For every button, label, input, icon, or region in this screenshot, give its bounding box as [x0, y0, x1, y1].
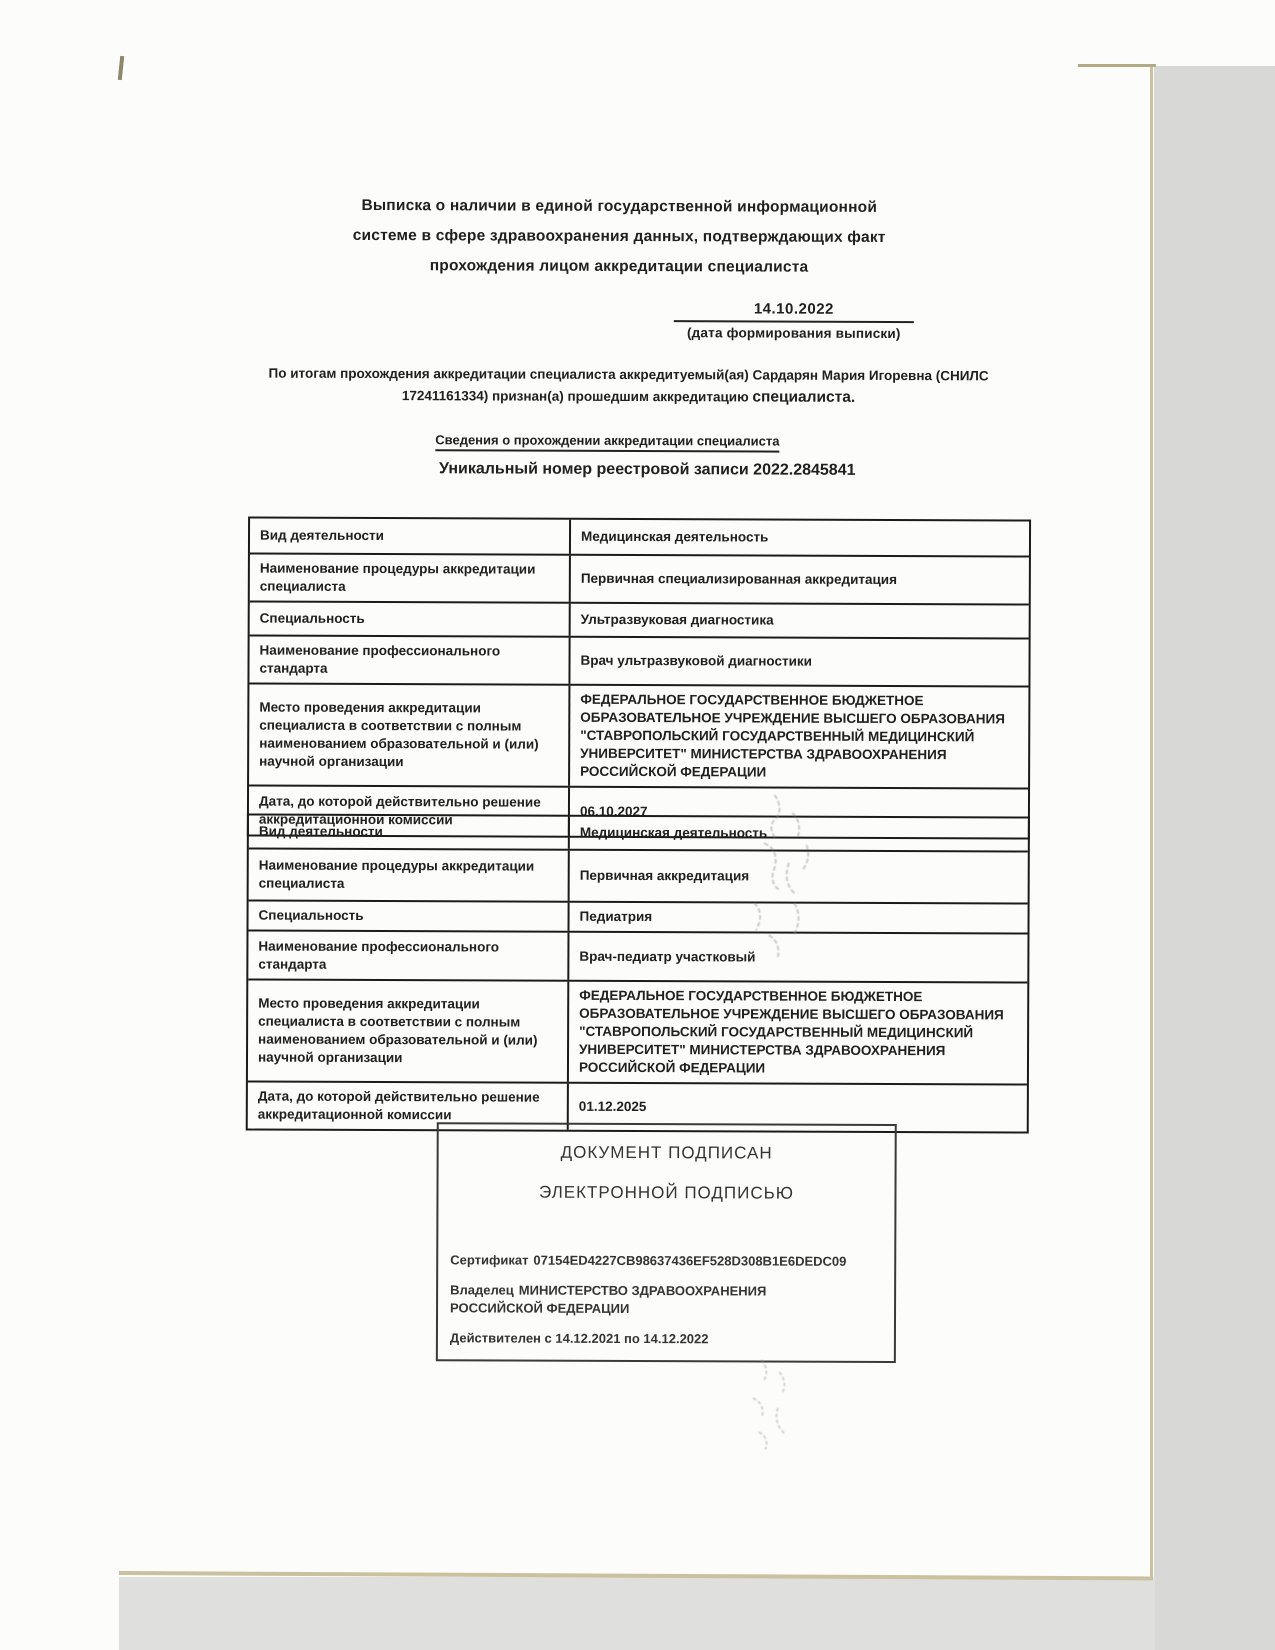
registry-number: Уникальный номер реестровой записи 2022.2845841 — [438, 460, 856, 479]
row-label: Вид деятельности — [250, 519, 571, 554]
stamp-bleed-artifact — [709, 1352, 829, 1452]
table-row — [250, 601, 1029, 638]
row-label: Место проведения аккредитации специалиста в соответствии с полным наименованием образовательной и (или) научной организации — [248, 981, 569, 1082]
row-value: Врач ультразвуковой диагностики — [580, 652, 813, 669]
intro-line1: По итогам прохождения аккредитации специалиста аккредитуемый(ая) Сардарян Мария Игоревна (СНИЛС — [268, 365, 989, 384]
intro-line2-text: 17241161334) признан(а) прошедшим аккредитацию — [401, 388, 749, 405]
certificate-label: Сертификат — [450, 1252, 529, 1268]
row-label: Наименование профессионального стандарта — [249, 637, 570, 684]
row-value: Педиатрия — [579, 908, 653, 925]
table-row — [248, 979, 1027, 1084]
row-value: ФЕДЕРАЛЬНОЕ ГОСУДАРСТВЕННОЕ БЮДЖЕТНОЕ ОБРАЗОВАТЕЛЬНОЕ УЧРЕЖДЕНИЕ ВЫСШЕГО ОБРАЗОВАНИЯ "СТАВРОПОЛЬСКИЙ ГОСУДАРСТВЕННЫЙ МЕДИЦИНСКИЙ УНИВЕРСИТЕТ" МИНИСТЕРСТВА ЗДРАВООХРАНЕНИЯ РОССИЙСКОЙ ФЕДЕРАЦИИ — [580, 691, 1005, 780]
intro-paragraph — [129, 362, 1129, 410]
row-value: 06.10.2027 — [579, 803, 648, 820]
extract-date: 14.10.2022 — [674, 300, 914, 323]
document-title — [119, 190, 1119, 284]
row-value: ФЕДЕРАЛЬНОЕ ГОСУДАРСТВЕННОЕ БЮДЖЕТНОЕ ОБРАЗОВАТЕЛЬНОЕ УЧРЕЖДЕНИЕ ВЫСШЕГО ОБРАЗОВАНИЯ "СТАВРОПОЛЬСКИЙ ГОСУДАРСТВЕННЫЙ МЕДИЦИНСКИЙ УНИВЕРСИТЕТ" МИНИСТЕРСТВА ЗДРАВООХРАНЕНИЯ РОССИЙСКОЙ ФЕДЕРАЦИИ — [578, 987, 1004, 1076]
row-value: Первичная аккредитация — [579, 867, 750, 884]
table-row — [250, 553, 1029, 604]
row-label: Наименование процедуры аккредитации специалиста — [250, 555, 571, 602]
intro-line2-emphasis: специалиста. — [752, 388, 856, 406]
signature-headline-2: ЭЛЕКТРОННОЙ ПОДПИСЬЮ — [538, 1182, 795, 1203]
table-row — [248, 900, 1027, 933]
signature-headline-1: ДОКУМЕНТ ПОДПИСАН — [560, 1142, 773, 1163]
row-label: Специальность — [250, 603, 571, 636]
document-title-line1: Выписка о наличии в единой государственной информационной — [361, 196, 878, 216]
signature-certificate — [450, 1252, 882, 1269]
row-label: Дата, до которой действительно решение аккредитационной комиссии — [249, 787, 570, 836]
document-title-line3: прохождения лицом аккредитации специалиста — [429, 257, 809, 276]
signature-validity: Действителен с 14.12.2021 по 14.12.2022 — [449, 1330, 709, 1347]
accreditation-table-1 — [247, 517, 1031, 840]
document-title-line2: системе в сфере здравоохранения данных, подтверждающих факт — [352, 226, 886, 246]
row-value: Медицинская деятельность — [580, 528, 769, 545]
table-row — [249, 683, 1028, 788]
signature-owner — [450, 1281, 858, 1319]
table-row — [249, 816, 1028, 851]
row-label: Вид деятельности — [249, 816, 570, 849]
row-value: Первичная специализированная аккредитация — [580, 570, 898, 588]
table-row — [249, 635, 1028, 686]
accreditation-table-2 — [246, 814, 1030, 1134]
owner-label: Владелец — [450, 1282, 514, 1298]
extract-date-caption: (дата формирования выписки) — [686, 325, 901, 342]
owner-value: МИНИСТЕРСТВО ЗДРАВООХРАНЕНИЯ РОССИЙСКОЙ ФЕДЕРАЦИИ — [450, 1282, 767, 1317]
row-value: 01.12.2025 — [578, 1098, 647, 1115]
row-label: Место проведения аккредитации специалиста в соответствии с полным наименованием образовательной и (или) научной организации — [249, 685, 570, 786]
stamp-bleed-artifact — [714, 785, 845, 970]
section-heading: Сведения о прохождении аккредитации специалиста — [107, 431, 1107, 450]
row-label: Наименование процедуры аккредитации специалиста — [249, 850, 570, 901]
row-value: Ультразвуковая диагностика — [580, 611, 774, 628]
row-label: Дата, до которой действительно решение аккредитационной комиссии — [248, 1083, 569, 1130]
certificate-value: 07154ED4227CB98637436EF528D308B1E6DEDC09 — [533, 1252, 847, 1269]
digital-signature-box — [436, 1122, 897, 1363]
row-value: Медицинская деятельность — [579, 824, 768, 841]
table-row — [250, 519, 1029, 556]
row-value: Врач-педиатр участковый — [579, 948, 756, 964]
extract-date-block — [674, 300, 914, 341]
intro-line2 — [129, 384, 1129, 410]
table-row — [249, 848, 1028, 903]
table-row — [248, 930, 1027, 982]
row-label: Специальность — [248, 902, 569, 931]
row-label: Наименование профессионального стандарта — [248, 932, 569, 980]
